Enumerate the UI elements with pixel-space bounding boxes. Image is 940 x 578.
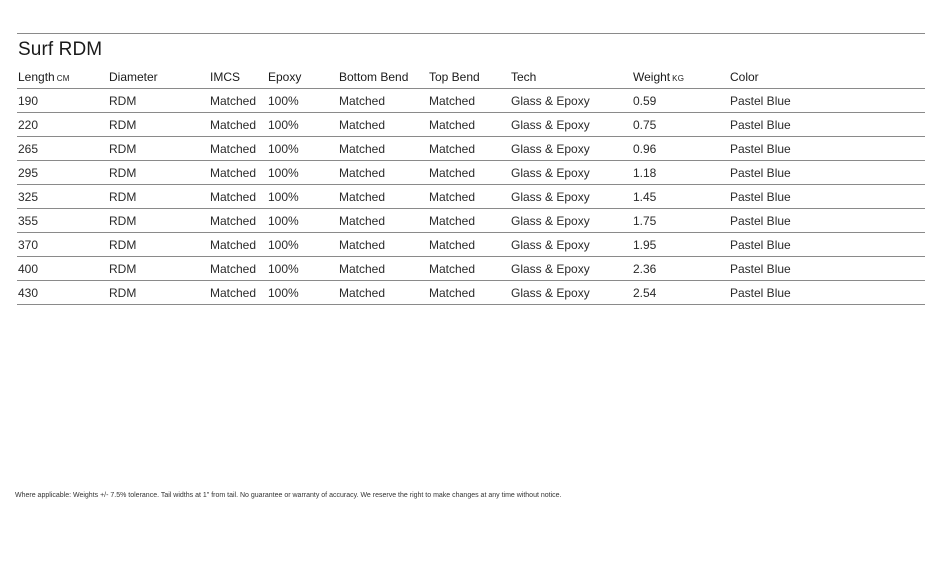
cell-length: 370	[17, 233, 108, 257]
cell-diameter: RDM	[108, 281, 209, 305]
cell-diameter: RDM	[108, 233, 209, 257]
cell-imcs: Matched	[209, 281, 267, 305]
cell-imcs: Matched	[209, 257, 267, 281]
column-header-label: Diameter	[109, 70, 158, 84]
cell-length: 400	[17, 257, 108, 281]
cell-tech: Glass & Epoxy	[510, 113, 632, 137]
cell-epoxy: 100%	[267, 233, 338, 257]
cell-imcs: Matched	[209, 161, 267, 185]
cell-weight: 0.59	[632, 89, 729, 113]
cell-tech: Glass & Epoxy	[510, 185, 632, 209]
table-row	[17, 257, 925, 281]
cell-imcs: Matched	[209, 209, 267, 233]
cell-length: 190	[17, 89, 108, 113]
page-title: Surf RDM	[18, 39, 103, 60]
cell-epoxy: 100%	[267, 113, 338, 137]
cell-color: Pastel Blue	[729, 137, 925, 161]
cell-diameter: RDM	[108, 137, 209, 161]
cell-epoxy: 100%	[267, 209, 338, 233]
cell-length: 295	[17, 161, 108, 185]
cell-epoxy: 100%	[267, 185, 338, 209]
cell-bottom-bend: Matched	[338, 185, 428, 209]
column-header-bottom-bend	[338, 66, 428, 89]
cell-length: 265	[17, 137, 108, 161]
cell-color: Pastel Blue	[729, 257, 925, 281]
top-divider	[17, 33, 925, 34]
column-header-imcs	[209, 66, 267, 89]
column-header-unit: KG	[672, 74, 685, 83]
cell-top-bend: Matched	[428, 161, 510, 185]
cell-color: Pastel Blue	[729, 233, 925, 257]
cell-top-bend: Matched	[428, 113, 510, 137]
cell-diameter: RDM	[108, 161, 209, 185]
cell-bottom-bend: Matched	[338, 281, 428, 305]
cell-bottom-bend: Matched	[338, 233, 428, 257]
column-header-label: Tech	[511, 70, 537, 84]
column-header-weight	[632, 66, 729, 89]
cell-top-bend: Matched	[428, 185, 510, 209]
column-header-unit: CM	[56, 74, 70, 83]
column-header-label: Bottom Bend	[339, 70, 409, 84]
cell-top-bend: Matched	[428, 281, 510, 305]
column-header-diameter	[108, 66, 209, 89]
cell-length: 430	[17, 281, 108, 305]
cell-tech: Glass & Epoxy	[510, 137, 632, 161]
cell-color: Pastel Blue	[729, 89, 925, 113]
table-row	[17, 185, 925, 209]
cell-epoxy: 100%	[267, 89, 338, 113]
table-row	[17, 161, 925, 185]
cell-imcs: Matched	[209, 233, 267, 257]
table-row	[17, 137, 925, 161]
cell-imcs: Matched	[209, 137, 267, 161]
column-header-color	[729, 66, 925, 89]
table-row	[17, 89, 925, 113]
column-header-length	[17, 66, 108, 89]
column-header-label: Weight	[633, 70, 671, 84]
table-row	[17, 233, 925, 257]
column-header-label: Color	[730, 70, 759, 84]
table-row	[17, 209, 925, 233]
cell-tech: Glass & Epoxy	[510, 233, 632, 257]
table-row	[17, 281, 925, 305]
cell-bottom-bend: Matched	[338, 209, 428, 233]
specs-table	[17, 66, 925, 305]
column-header-label: Epoxy	[268, 70, 302, 84]
cell-color: Pastel Blue	[729, 161, 925, 185]
table-row	[17, 113, 925, 137]
column-header-tech	[510, 66, 632, 89]
cell-weight: 2.36	[632, 257, 729, 281]
cell-top-bend: Matched	[428, 233, 510, 257]
cell-top-bend: Matched	[428, 89, 510, 113]
cell-tech: Glass & Epoxy	[510, 161, 632, 185]
column-header-epoxy	[267, 66, 338, 89]
cell-tech: Glass & Epoxy	[510, 89, 632, 113]
cell-color: Pastel Blue	[729, 209, 925, 233]
cell-diameter: RDM	[108, 113, 209, 137]
cell-top-bend: Matched	[428, 209, 510, 233]
column-header-label: Top Bend	[429, 70, 480, 84]
cell-epoxy: 100%	[267, 161, 338, 185]
cell-color: Pastel Blue	[729, 281, 925, 305]
cell-color: Pastel Blue	[729, 113, 925, 137]
cell-weight: 2.54	[632, 281, 729, 305]
cell-top-bend: Matched	[428, 137, 510, 161]
cell-weight: 0.75	[632, 113, 729, 137]
column-header-label: IMCS	[210, 70, 240, 84]
cell-length: 220	[17, 113, 108, 137]
cell-weight: 1.75	[632, 209, 729, 233]
cell-color: Pastel Blue	[729, 185, 925, 209]
cell-weight: 1.45	[632, 185, 729, 209]
cell-diameter: RDM	[108, 185, 209, 209]
column-header-label: Length	[18, 70, 55, 84]
cell-diameter: RDM	[108, 89, 209, 113]
cell-diameter: RDM	[108, 257, 209, 281]
table-header-row	[17, 66, 925, 89]
disclaimer-text: Where applicable: Weights +/- 7.5% tolerance. Tail widths at 1" from tail. No guarantee or warranty of accuracy. We reserve the right to make changes at any time without notice.	[15, 492, 562, 499]
cell-bottom-bend: Matched	[338, 113, 428, 137]
cell-tech: Glass & Epoxy	[510, 209, 632, 233]
cell-imcs: Matched	[209, 89, 267, 113]
cell-top-bend: Matched	[428, 257, 510, 281]
cell-tech: Glass & Epoxy	[510, 281, 632, 305]
cell-length: 355	[17, 209, 108, 233]
column-header-top-bend	[428, 66, 510, 89]
cell-bottom-bend: Matched	[338, 137, 428, 161]
cell-epoxy: 100%	[267, 137, 338, 161]
cell-imcs: Matched	[209, 113, 267, 137]
cell-epoxy: 100%	[267, 257, 338, 281]
cell-epoxy: 100%	[267, 281, 338, 305]
cell-diameter: RDM	[108, 209, 209, 233]
cell-length: 325	[17, 185, 108, 209]
cell-tech: Glass & Epoxy	[510, 257, 632, 281]
cell-bottom-bend: Matched	[338, 161, 428, 185]
cell-imcs: Matched	[209, 185, 267, 209]
cell-weight: 1.18	[632, 161, 729, 185]
cell-bottom-bend: Matched	[338, 257, 428, 281]
cell-bottom-bend: Matched	[338, 89, 428, 113]
cell-weight: 1.95	[632, 233, 729, 257]
cell-weight: 0.96	[632, 137, 729, 161]
